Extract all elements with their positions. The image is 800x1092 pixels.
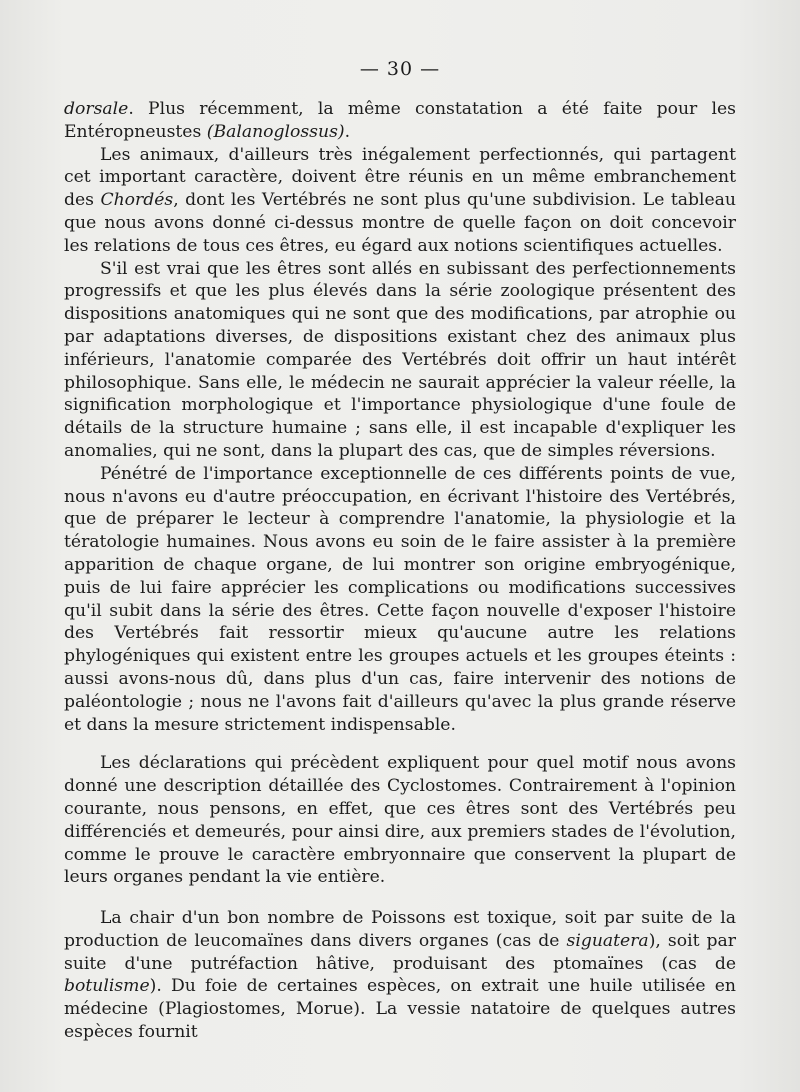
- text-run: . Plus récemment, la même constatation a été faite pour les Entéropneustes: [64, 99, 736, 142]
- text-run: ). Du foie de certaines espèces, on extrait une huile utilisée en médecine (Plagiostomes, Morue). La vessie natatoire de quelques autres espèces fournit: [64, 976, 736, 1043]
- paragraph-2: [64, 144, 736, 258]
- body-text: [64, 98, 736, 1044]
- text-run: Pénétré de l'importance exceptionnelle de ces différents points de vue, nous n'avons eu d'autre préoccupation, en écrivant l'histoire des Vertébrés, que de préparer le lecteur à comprendre l'anatomie, la physiologie et la tératologie humaines. Nous avons eu soin de le faire assister à la première apparition de chaque organe, de lui montrer son origine embryogénique, puis de lui faire apprécier les complications ou modifications successives qu'il subit dans la série des êtres. Cette façon nouvelle d'exposer l'histoire des Vertébrés fait ressortir mieux qu'aucune autre les relations phylogéniques qui existent entre les groupes actuels et les groupes éteints : aussi avons-nous dû, dans plus d'un cas, faire intervenir des notions de paléontologie ; nous ne l'avons fait d'ailleurs qu'avec la plus grande réserve et dans la mesure strictement indispensable.: [64, 463, 736, 735]
- italic-term: (Balanoglossus): [206, 121, 345, 142]
- text-run: Les déclarations qui précèdent expliquent pour quel motif nous avons donné une description détaillée des Cyclostomes. Contrairement à l'opinion courante, nous pensons, en effet, que ces êtres sont des Vertébrés peu différenciés et demeurés, pour ainsi dire, aux premiers stades de l'évolution, comme le prouve le caractère embryonnaire que conservent la plupart de leurs organes pendant la vie entière.: [64, 753, 736, 888]
- text-run: Les animaux, d'ailleurs très inégalement perfectionnés, qui partagent cet important caractère, doivent être réunis en un même embranchement des: [64, 144, 736, 211]
- text-run: .: [344, 121, 351, 142]
- paragraph-5: [64, 752, 736, 889]
- text-run: , dont les Vertébrés ne sont plus qu'une subdivision. Le tableau que nous avons donné ci-dessus montre de quelle façon on doit concevoir les relations de tous ces êtres, eu égard aux notions scientifiques actuelles.: [64, 190, 736, 256]
- paragraph-4: [64, 463, 736, 737]
- italic-term: botulisme: [64, 976, 150, 997]
- paragraph-3: [64, 258, 736, 463]
- text-run: ), soit par suite d'une putréfaction hâtive, produisant des ptomaïnes (cas de: [64, 930, 736, 974]
- italic-term: Chordés: [100, 190, 174, 211]
- paragraph-6: [64, 907, 736, 1044]
- text-run: La chair d'un bon nombre de Poissons est toxique, soit par suite de la production de leucomaïnes dans divers organes (cas de: [64, 908, 736, 951]
- paragraph-1: [64, 98, 736, 144]
- italic-term: siguatera: [566, 930, 649, 951]
- page-number: — 30 —: [359, 58, 441, 80]
- italic-term: dorsale: [64, 99, 129, 119]
- text-run: S'il est vrai que les êtres sont allés en subissant des perfectionnements progressifs et que les plus élevés dans la série zoologique présentent des dispositions anatomiques qui ne sont que des modifications, par atrophie ou par adaptations diverses, de dispositions existant chez des animaux plus inférieurs, l'anatomie comparée des Vertébrés doit offrir un haut intérêt philosophique. Sans elle, le médecin ne saurait apprécier la valeur réelle, la signification morphologique et l'importance physiologique d'une foule de détails de la structure humaine ; sans elle, il est incapable d'expliquer les anomalies, qui ne sont, dans la plupart des cas, que de simples réversions.: [64, 258, 736, 461]
